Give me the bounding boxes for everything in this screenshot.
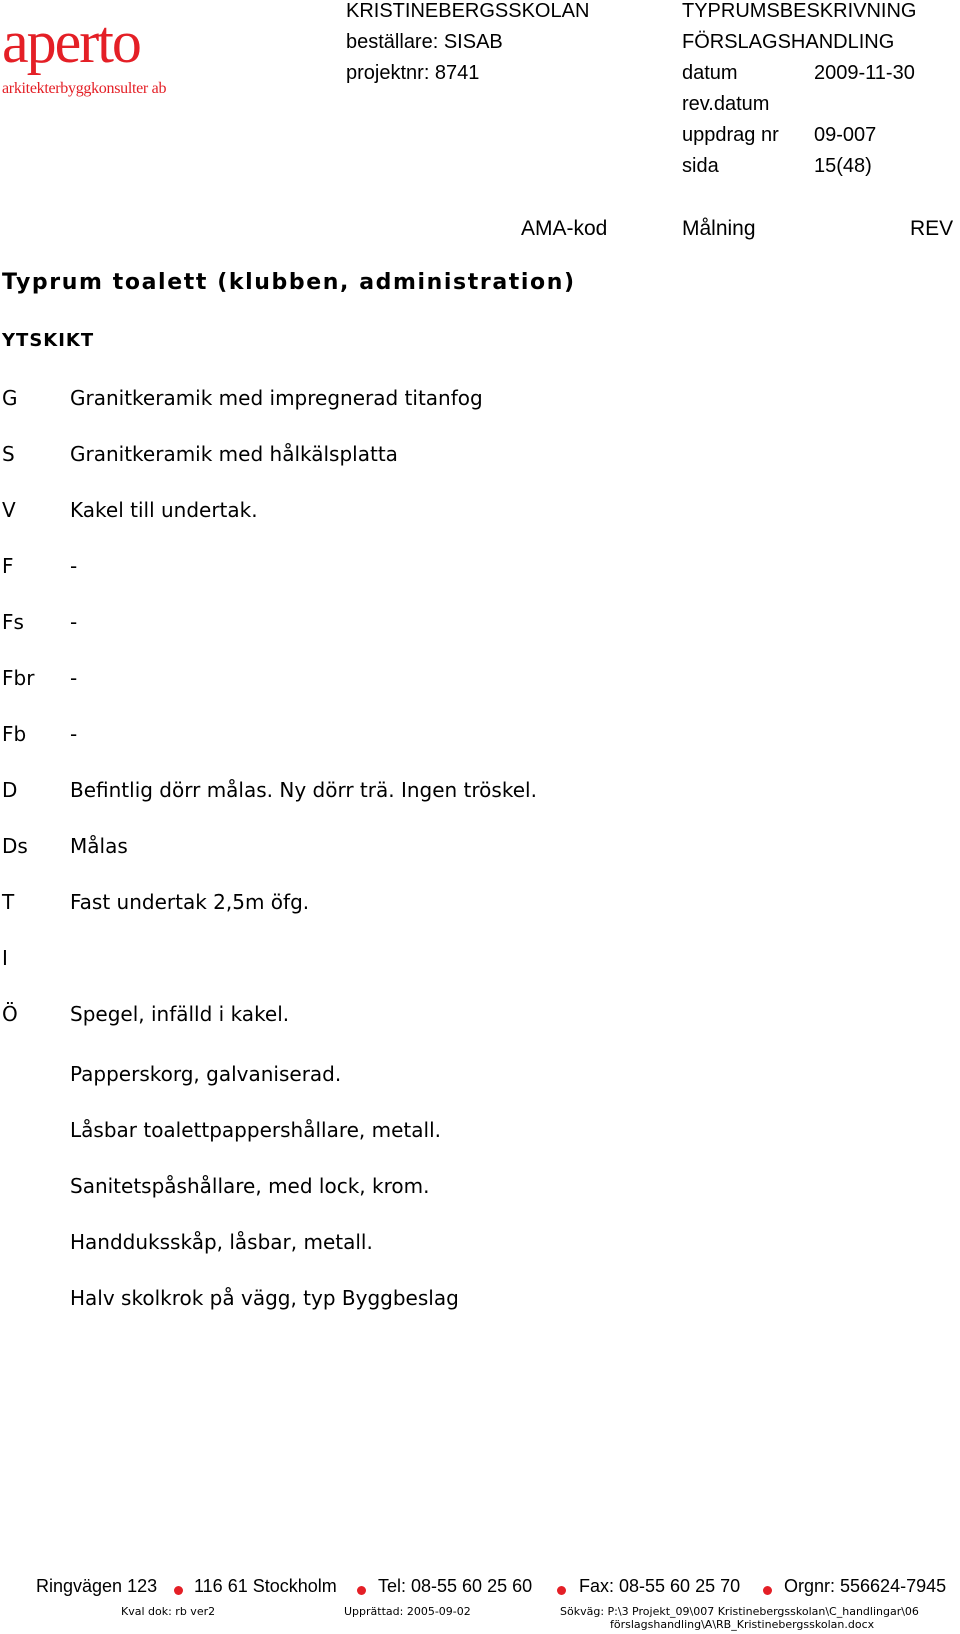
date-label: datum: [682, 62, 738, 84]
date-value: 2009-11-30: [814, 62, 915, 84]
paint-heading: Målning: [682, 217, 756, 240]
client-name: beställare: SISAB: [346, 31, 503, 53]
assignment-label: uppdrag nr: [682, 124, 779, 146]
surface-code: Ö: [2, 1002, 18, 1026]
document-type: TYPRUMSBESKRIVNING: [682, 0, 917, 22]
document-phase: FÖRSLAGSHANDLING: [682, 31, 895, 53]
school-name: KRISTINEBERGSSKOLAN: [346, 0, 590, 22]
footer-phone: Tel: 08-55 60 25 60: [378, 1576, 533, 1596]
rev-date-label: rev.datum: [682, 93, 770, 115]
surface-description: -: [70, 666, 78, 690]
surface-description: Spegel, infälld i kakel.: [70, 1002, 290, 1026]
footer-bullet: [174, 1586, 183, 1595]
section-heading: YTSKIKT: [2, 330, 95, 351]
footer-bullet: [763, 1586, 772, 1595]
surface-description: -: [70, 554, 78, 578]
surface-code: T: [2, 890, 15, 914]
company-logo: aperto: [2, 9, 140, 75]
surface-description: Befintlig dörr målas. Ny dörr trä. Ingen tröskel.: [70, 778, 537, 802]
surface-code: D: [2, 778, 18, 802]
page-label: sida: [682, 155, 719, 177]
project-number: projektnr: 8741: [346, 62, 480, 84]
footer-bullet: [357, 1586, 366, 1595]
page-value: 15(48): [814, 155, 872, 177]
surface-code: G: [2, 386, 18, 410]
equipment-item: Halv skolkrok på vägg, typ Byggbeslag: [70, 1286, 459, 1310]
surface-description: Fast undertak 2,5m öfg.: [70, 890, 310, 914]
equipment-item: Låsbar toalettpappershållare, metall.: [70, 1118, 441, 1142]
surface-code: Fs: [2, 610, 24, 634]
surface-code: Fb: [2, 722, 27, 746]
surface-description: Granitkeramik med hålkälsplatta: [70, 442, 398, 466]
surface-code: S: [2, 442, 15, 466]
surface-code: I: [2, 946, 8, 970]
surface-code: Ds: [2, 834, 28, 858]
footer-orgnr: Orgnr: 556624-7945: [784, 1576, 947, 1596]
surface-description: -: [70, 722, 78, 746]
surface-code: V: [2, 498, 16, 522]
ama-code-heading: AMA-kod: [521, 217, 608, 240]
footer-quality-doc: Kval dok: rb ver2: [121, 1605, 216, 1618]
surface-description: -: [70, 610, 78, 634]
surface-description: Granitkeramik med impregnerad titanfog: [70, 386, 483, 410]
footer-path-line-1: Sökväg: P:\3 Projekt_09\007 Kristinebergsskolan\C_handlingar\06: [560, 1605, 919, 1618]
footer-postal: 116 61 Stockholm: [194, 1576, 337, 1596]
rev-heading: REV: [910, 217, 954, 240]
footer-address: Ringvägen 123: [36, 1576, 158, 1596]
equipment-item: Handduksskåp, låsbar, metall.: [70, 1230, 373, 1254]
equipment-item: Sanitetspåshållare, med lock, krom.: [70, 1174, 430, 1198]
footer-created-date: Upprättad: 2005-09-02: [344, 1605, 471, 1618]
footer-fax: Fax: 08-55 60 25 70: [579, 1576, 741, 1596]
surface-code: F: [2, 554, 14, 578]
assignment-value: 09-007: [814, 124, 877, 146]
surface-code: Fbr: [2, 666, 35, 690]
footer-bullet: [557, 1586, 566, 1595]
footer-path-line-2: förslagshandling\A\RB_Kristinebergsskolan.docx: [610, 1618, 875, 1631]
company-tagline: arkitekterbyggkonsulter ab: [2, 80, 167, 97]
equipment-item: Papperskorg, galvaniserad.: [70, 1062, 342, 1086]
surface-description: Kakel till undertak.: [70, 498, 258, 522]
room-type-title: Typrum toalett (klubben, administration): [2, 270, 576, 295]
surface-description: Målas: [70, 834, 128, 858]
